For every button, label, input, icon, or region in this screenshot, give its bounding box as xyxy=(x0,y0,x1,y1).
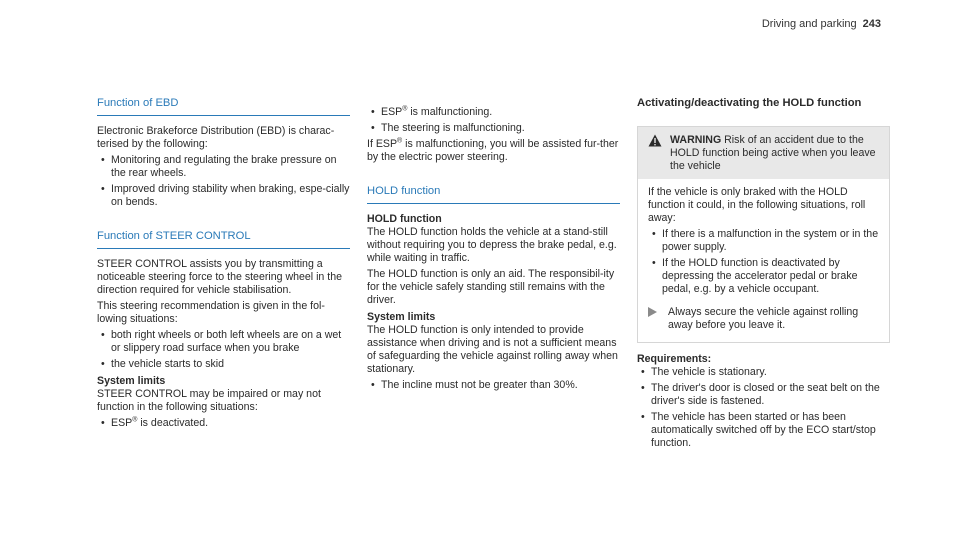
steer-p1: STEER CONTROL assists you by transmitting a noticeable steering force to the steering wheel in the direction required for vehicle stabilisation. xyxy=(97,258,342,296)
list-item xyxy=(367,106,620,119)
list-item: • both right wheels or both left wheels are on a wet or slippery road surface when you brake xyxy=(97,329,350,355)
list-item: • Improved driving stability when braking, espe-cially on bends. xyxy=(97,183,350,209)
hold-p2: The HOLD function is only an aid. The responsibil-ity for the vehicle safely standing still remains with the driver. xyxy=(367,268,615,306)
warning-message: Risk of an accident due to the HOLD function being active when you leave the vehicle xyxy=(670,134,876,172)
steer-title: Function of STEER CONTROL xyxy=(97,230,350,249)
steer-limits-title: System limits xyxy=(97,375,166,387)
warning-box xyxy=(637,126,890,343)
hold-p1: The HOLD function holds the vehicle at a stand-still without requiring you to depress the brake pedal, e.g. while waiting in traffic. xyxy=(367,226,617,264)
list-item: • The steering is malfunctioning. xyxy=(367,122,620,135)
requirements-title: Requirements: xyxy=(637,353,712,365)
page-number: 243 xyxy=(862,18,881,30)
ebd-intro: Electronic Brakeforce Distribution (EBD) is charac-terised by the following: xyxy=(97,125,335,150)
list-item: • If there is a malfunction in the system or in the power supply. xyxy=(648,228,879,254)
registered-mark: ® xyxy=(397,137,403,145)
steer-limits-list xyxy=(97,417,350,430)
esp-deactivated-text: is deactivated. xyxy=(140,417,209,429)
list-item xyxy=(97,417,350,430)
hold-limits-list xyxy=(367,379,620,392)
page-header xyxy=(762,18,881,31)
list-item: • If the HOLD function is deactivated by depressing the accelerator pedal or brake pedal, e.g. by a vehicle occupant. xyxy=(648,257,879,296)
requirements-list xyxy=(637,366,890,450)
warning-body xyxy=(638,179,889,342)
warning-triangle-icon xyxy=(648,134,670,151)
list-item: • Monitoring and regulating the brake pressure on the rear wheels. xyxy=(97,154,350,180)
tip-text: Always secure the vehicle against rolling away before you leave it. xyxy=(668,306,859,331)
warning-tip xyxy=(648,306,879,332)
registered-mark: ® xyxy=(402,105,408,113)
column-2 xyxy=(367,97,620,395)
steer-limits-list-cont xyxy=(367,106,620,135)
list-item: • The incline must not be greater than 30%. xyxy=(367,379,620,392)
list-item: • the vehicle starts to skid xyxy=(97,358,350,371)
steer-p2: This steering recommendation is given in the fol-lowing situations: xyxy=(97,300,325,325)
warning-text xyxy=(670,134,879,173)
list-item: • The vehicle has been started or has been automatically switched off by the ECO start/stop function. xyxy=(637,411,890,450)
play-arrow-icon xyxy=(648,306,668,332)
header-section: Driving and parking xyxy=(761,18,857,30)
esp-label: ESP xyxy=(111,417,133,429)
steer-list xyxy=(97,329,350,371)
esp-prefix: If ESP xyxy=(367,138,398,150)
warning-header xyxy=(638,127,889,179)
column-3 xyxy=(637,97,890,453)
esp-note-text: is malfunctioning, you will be assisted fur-ther by the electric power steering. xyxy=(367,138,619,163)
esp-label: ESP xyxy=(381,106,403,118)
column-1 xyxy=(97,97,350,433)
warning-body-text: If the vehicle is only braked with the HOLD function it could, in the following situations, roll away: xyxy=(648,186,866,224)
activation-title: Activating/deactivating the HOLD function xyxy=(637,97,862,109)
ebd-title: Function of EBD xyxy=(97,97,350,116)
ebd-list xyxy=(97,154,350,209)
steer-limits-text: STEER CONTROL may be impaired or may not function in the following situations: xyxy=(97,388,321,413)
esp-note xyxy=(367,138,620,164)
registered-mark: ® xyxy=(132,416,138,424)
hold-limits-text: The HOLD function is only intended to provide assistance when driving and is not a sufficient means of safeguarding the vehicle against rolling away when stationary. xyxy=(367,324,618,375)
esp-malfunction-text: is malfunctioning. xyxy=(410,106,493,118)
hold-title: HOLD function xyxy=(367,185,620,204)
warning-label: WARNING xyxy=(670,134,722,146)
hold-subtitle: HOLD function xyxy=(367,213,442,225)
warning-list xyxy=(648,228,879,296)
hold-limits-title: System limits xyxy=(367,311,436,323)
list-item: • The vehicle is stationary. xyxy=(637,366,890,379)
list-item: • The driver's door is closed or the seat belt on the driver's side is fastened. xyxy=(637,382,890,408)
